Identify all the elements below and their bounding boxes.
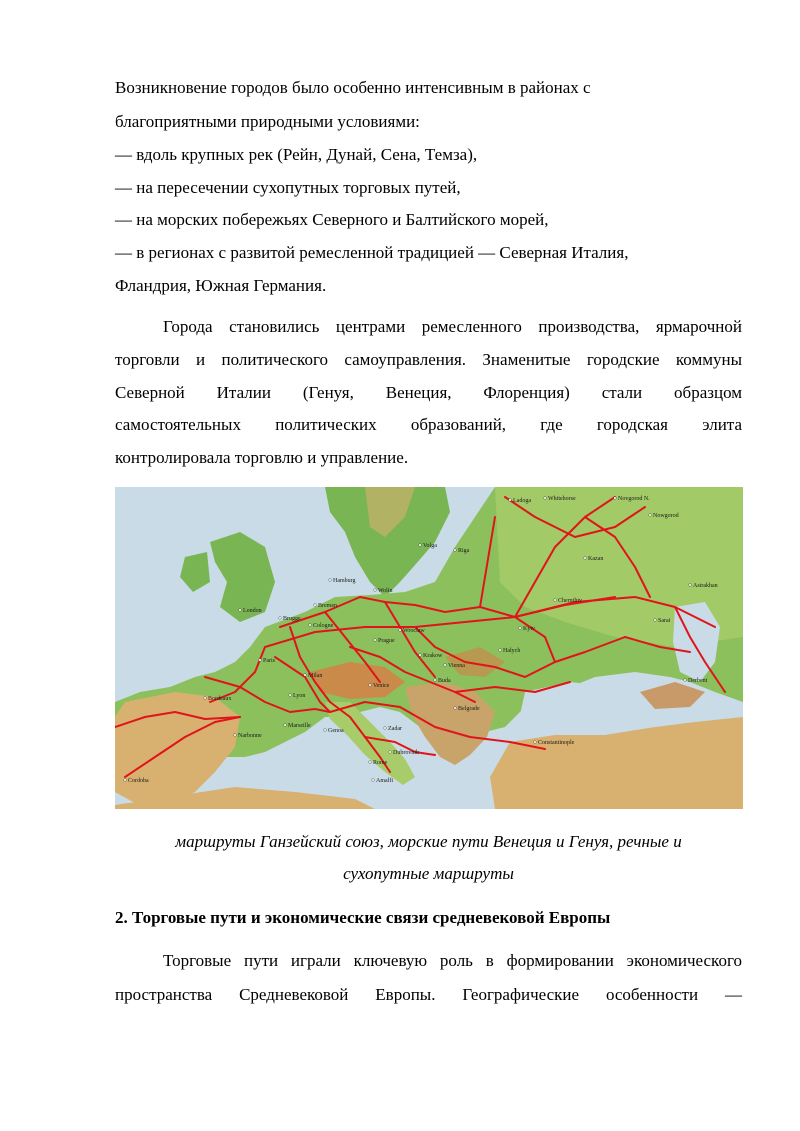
- city-label: Cordoba: [128, 778, 149, 784]
- city-label: Riga: [458, 548, 470, 554]
- city-label: Brugge: [283, 616, 301, 622]
- city-label: Kazan: [588, 556, 604, 562]
- map-canvas: [115, 487, 743, 809]
- city-label: Kyiv: [523, 626, 535, 632]
- city-marker: [534, 741, 537, 744]
- city-marker: [124, 779, 127, 782]
- city-label: Nowgorod: [653, 513, 679, 519]
- city-marker: [399, 629, 402, 632]
- city-marker: [279, 617, 282, 620]
- section-line-2: пространства Средневековой Европы. Географические особенности —: [115, 985, 742, 1004]
- city-marker: [444, 664, 447, 667]
- city-marker: [324, 729, 327, 732]
- city-label: Bordeaux: [208, 696, 232, 702]
- city-label: Halych: [503, 648, 521, 654]
- city-label: Constantinople: [538, 740, 575, 746]
- city-marker: [384, 727, 387, 730]
- city-label: Prague: [378, 638, 395, 644]
- city-marker: [454, 549, 457, 552]
- city-marker: [614, 497, 617, 500]
- city-marker: [309, 624, 312, 627]
- city-label: Volga: [423, 543, 437, 549]
- city-label: Paris: [263, 658, 275, 664]
- city-marker: [304, 674, 307, 677]
- city-label: Amalfi: [376, 778, 393, 784]
- intro-line-2: благоприятными природными условиями:: [115, 112, 420, 131]
- city-marker: [509, 499, 512, 502]
- map-caption-line-2: сухопутные маршруты: [343, 864, 514, 883]
- city-marker: [239, 609, 242, 612]
- city-marker: [259, 659, 262, 662]
- city-label: Rome: [373, 760, 388, 766]
- paragraph-2-line-5: контролировала торговлю и управление.: [115, 448, 409, 467]
- city-marker: [689, 584, 692, 587]
- city-label: Bremen: [318, 603, 337, 609]
- section-heading: 2. Торговые пути и экономические связи средневековой Европы: [115, 908, 611, 927]
- list-item-crafts: — в регионах с развитой ремесленной традицией — Северная Италия,: [115, 243, 629, 262]
- city-label: Cologne: [313, 623, 334, 629]
- city-marker: [369, 684, 372, 687]
- city-label: Vienna: [448, 663, 465, 669]
- paragraph-2-line-2: торговли и политического самоуправления. Знаменитые городские коммуны: [115, 350, 742, 369]
- city-label: Genoa: [328, 728, 344, 734]
- city-label: Hamburg: [333, 578, 356, 584]
- city-label: Chernihiv: [558, 598, 582, 604]
- city-label: Ladoga: [513, 498, 531, 504]
- city-marker: [372, 779, 375, 782]
- city-label: Dubrovnik: [393, 750, 419, 756]
- city-marker: [314, 604, 317, 607]
- city-marker: [204, 697, 207, 700]
- city-marker: [419, 654, 422, 657]
- paragraph-2-line-1: Города становились центрами ремесленного производства, ярмарочной: [163, 317, 742, 336]
- city-marker: [284, 724, 287, 727]
- city-label: Astrakhan: [693, 583, 718, 589]
- city-label: Sarai: [658, 618, 671, 624]
- city-label: Lyon: [293, 693, 306, 699]
- city-label: Whitehorse: [548, 496, 576, 502]
- city-label: Novgorod N.: [618, 496, 650, 502]
- list-item-rivers: — вдоль крупных рек (Рейн, Дунай, Сена, Темза),: [115, 145, 478, 164]
- city-label: Narbonne: [238, 733, 262, 739]
- paragraph-2-line-4: самостоятельных политических образований, где городская элита: [115, 415, 742, 434]
- city-marker: [584, 557, 587, 560]
- map-caption-line-1: маршруты Ганзейский союз, морские пути Венеция и Генуя, речные и: [175, 832, 682, 851]
- city-marker: [234, 734, 237, 737]
- list-item-crossroads: — на пересечении сухопутных торговых путей,: [115, 178, 461, 197]
- city-label: Zadar: [388, 726, 402, 732]
- city-label: Venice: [373, 683, 390, 689]
- city-marker: [519, 627, 522, 630]
- city-label: Marseille: [288, 723, 311, 729]
- city-marker: [544, 497, 547, 500]
- city-label: Wolin: [378, 588, 393, 594]
- list-item-crafts-cont: Фландрия, Южная Германия.: [115, 276, 327, 295]
- city-marker: [654, 619, 657, 622]
- city-marker: [289, 694, 292, 697]
- city-marker: [434, 679, 437, 682]
- city-marker: [454, 707, 457, 710]
- list-item-coasts: — на морских побережьях Северного и Балтийского морей,: [115, 210, 549, 229]
- city-marker: [329, 579, 332, 582]
- city-label: Wroclaw: [403, 628, 425, 634]
- city-marker: [374, 639, 377, 642]
- city-label: Milan: [308, 673, 323, 679]
- city-label: Krakow: [423, 653, 443, 659]
- city-marker: [554, 599, 557, 602]
- intro-line-1: Возникновение городов было особенно интенсивным в районах с: [115, 78, 591, 97]
- city-marker: [369, 761, 372, 764]
- city-label: London: [243, 608, 262, 614]
- city-marker: [389, 751, 392, 754]
- city-marker: [374, 589, 377, 592]
- city-label: Buda: [438, 678, 451, 684]
- city-marker: [499, 649, 502, 652]
- section-line-1: Торговые пути играли ключевую роль в формировании экономического: [163, 951, 742, 970]
- city-label: Belgrade: [458, 706, 480, 712]
- trade-routes-map: [115, 487, 743, 809]
- city-marker: [684, 679, 687, 682]
- paragraph-2-line-3: Северной Италии (Генуя, Венеция, Флоренция) стали образцом: [115, 383, 742, 402]
- city-marker: [419, 544, 422, 547]
- city-marker: [649, 514, 652, 517]
- city-label: Derbent: [688, 678, 708, 684]
